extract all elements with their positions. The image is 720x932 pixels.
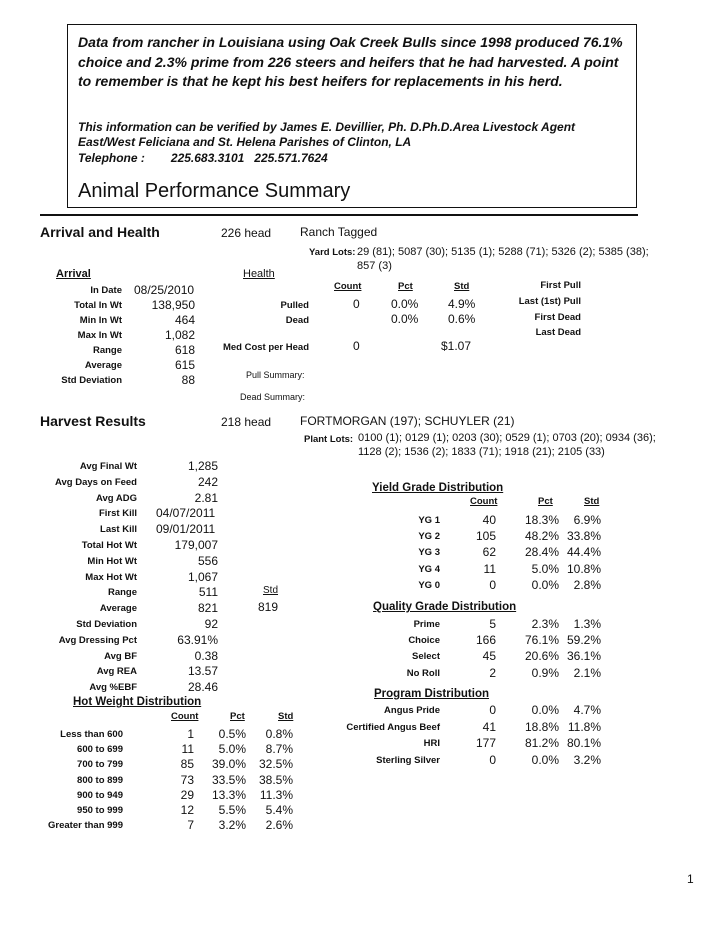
hot-weight-row-label: 800 to 899 [77,774,123,786]
quality-grade-row-std: 36.1% [566,649,601,664]
harvest-stat-value: 28.46 [187,680,218,695]
harvest-section-title: Harvest Results [40,413,146,429]
hot-weight-row-std: 5.4% [265,803,293,817]
program-row-label: Certified Angus Beef [346,721,440,733]
harvest-stat-label: Average [99,603,137,615]
hot-weight-row-pct: 5.5% [218,803,246,817]
harvest-stat-label: Avg Final Wt [79,461,137,472]
hot-weight-row-std: 8.7% [265,742,293,757]
hot-weight-row-std: 0.8% [265,727,293,741]
hot-weight-row-pct: 5.0% [218,742,246,757]
yard-lots-label: Yard Lots: [309,247,356,258]
program-row-label: Sterling Silver [376,754,440,766]
med-cost-label: Med Cost per Head [222,342,309,353]
arrival-stat-value: 88 [181,373,195,387]
quality-grade-row-count: 2 [489,665,496,680]
harvest-stat-label: Range [107,587,137,599]
harvest-stat-value: 556 [197,553,218,568]
hot-weight-row-count: 7 [187,818,194,833]
intro-headline: Data from rancher in Louisiana using Oak Creek Bulls since 1998 produced 76.1% choice and 2.3% prime from 226 steers and heifers that he had harvested. A point to remember is that he kept his best heifers for replacements in his herd. [78,34,623,89]
harvest-std-average: 819 [258,600,279,614]
plant-lots-line-1: 0100 (1); 0129 (1); 0203 (30); 0529 (1); 0703 (20); 0934 (36); [358,432,656,444]
med-cost-count: 0 [353,339,360,353]
hot-weight-row-label: Less than 600 [60,729,123,740]
arrival-head-count: 226 head [221,226,272,240]
program-title: Program Distribution [374,688,490,700]
quality-grade-row-count: 45 [482,649,496,664]
yield-col-std: Std [584,496,600,507]
quality-grade-row-count: 5 [489,617,496,631]
yield-grade-row-std: 10.8% [566,561,601,576]
harvest-stat-value: 0.38 [194,648,218,663]
yield-grade-row-label: YG 3 [418,547,440,559]
hot-weight-row-pct: 33.5% [211,772,246,787]
program-row-count: 0 [489,703,496,717]
yield-grade-row-std: 2.8% [573,577,601,592]
program-row-pct: 0.0% [531,752,559,767]
quality-grade-row-std: 2.1% [573,665,601,680]
hot-weight-row-count: 73 [180,772,194,787]
verification-note: This information can be verified by James E. Devillier, Ph. D.Ph.D.Area Livestock Agent East/West Feliciana and St. Helena Parishes of Clinton, LA [78,120,576,149]
arrival-stat-value: 464 [174,313,195,327]
yard-lots-line-2: 857 (3) [357,260,392,272]
quality-grade-row-std: 59.2% [566,633,601,648]
arrival-stat-value: 08/25/2010 [134,283,195,297]
hot-weight-row-count: 29 [180,787,194,802]
harvest-stat-value: 821 [197,601,218,616]
health-col-std: Std [454,281,470,292]
harvest-stat-value: 09/01/2011 [156,522,216,537]
phone-number-1: 225.683.3101 [170,151,245,165]
quality-grade-row-label: Choice [408,635,440,647]
quality-grade-row-label: Select [412,651,440,663]
program-row-std: 80.1% [566,736,601,751]
health-right-label: Last (1st) Pull [518,296,581,307]
health-row-label: Dead [285,315,309,326]
yield-grade-row-label: YG 1 [418,515,440,526]
hot-weight-row-count: 12 [180,803,194,817]
health-dead-pct: 0.0% [391,312,419,326]
quality-grade-title: Quality Grade Distribution [373,601,517,613]
hot-weight-row-label: 600 to 699 [77,744,123,756]
health-pulled-pct: 0.0% [391,297,419,311]
arrival-stat-label: Range [92,345,122,356]
arrival-stat-value: 618 [174,343,195,357]
program-row-std: 3.2% [573,752,601,767]
telephone-label: Telephone : [78,151,145,165]
program-row-count: 0 [489,752,496,767]
med-cost-value: $1.07 [441,339,472,353]
program-row-label: HRI [423,738,440,750]
hot-weight-row-std: 11.3% [259,787,293,802]
quality-grade-row-count: 166 [475,633,496,648]
program-row-std: 11.8% [567,719,601,734]
harvest-stat-label: Total Hot Wt [81,540,137,551]
quality-grade-row-label: Prime [413,619,440,630]
hot-weight-row-pct: 0.5% [218,727,246,741]
plant-lots-label: Plant Lots: [304,434,354,445]
health-row-label: Pulled [280,300,309,311]
hot-weight-row-pct: 39.0% [211,757,246,772]
program-row-pct: 81.2% [524,736,559,751]
phone-number-2: 225.571.7624 [254,151,328,165]
harvest-stat-label: Avg %EBF [89,682,137,694]
arrival-stat-label: Total In Wt [74,300,122,311]
harvest-stat-value: 511 [198,585,218,600]
hot-weight-col-pct: Pct [230,711,245,722]
yield-grade-row-label: YG 2 [418,531,440,543]
hot-weight-col-std: Std [278,711,294,722]
plant-lots-line-2: 1128 (2); 1536 (2); 1833 (71); 1918 (21); 2105 (33) [358,446,605,458]
quality-grade-row-label: No Roll [406,667,440,679]
health-right-label: Last Dead [535,327,581,338]
arrival-stat-label: Max In Wt [77,330,122,341]
yard-lots-line-1: 29 (81); 5087 (30); 5135 (1); 5288 (71); 5326 (2); 5385 (38); [357,246,649,258]
hot-weight-row-pct: 3.2% [218,818,246,833]
quality-grade-row-pct: 0.9% [531,665,559,680]
harvest-stat-label: Max Hot Wt [85,571,137,583]
health-heading: Health [243,268,275,280]
program-row-pct: 18.8% [524,719,559,734]
yield-col-count: Count [470,496,498,507]
yield-grade-row-count: 0 [489,577,496,592]
program-row-std: 4.7% [573,703,601,717]
hot-weight-row-label: 700 to 799 [77,759,123,771]
hot-weight-title: Hot Weight Distribution [73,696,202,708]
hot-weight-row-pct: 13.3% [211,787,246,802]
pull-summary-label: Pull Summary: [246,370,305,380]
quality-grade-row-std: 1.3% [573,617,601,631]
harvest-stat-label: Avg BF [104,650,137,662]
harvest-stat-value: 04/07/2011 [156,506,216,521]
harvest-head-count: 218 head [221,415,272,429]
health-pulled-std: 4.9% [448,297,476,311]
harvest-stat-label: First Kill [98,508,137,520]
hot-weight-row-count: 11 [181,742,194,757]
yield-grade-row-count: 40 [482,513,496,527]
arrival-stat-value: 615 [174,358,195,372]
tag-type: Ranch Tagged [300,225,378,239]
yield-grade-row-std: 33.8% [566,529,601,544]
harvest-stat-label: Last Kill [100,524,137,536]
health-dead-std: 0.6% [448,312,476,326]
harvest-std-heading: Std [263,585,279,596]
harvest-stat-label: Avg REA [96,666,137,678]
harvest-stat-value: 1,067 [187,569,218,584]
hot-weight-row-count: 85 [180,757,194,772]
yield-grade-row-pct: 28.4% [524,545,559,560]
divider-rule [40,214,638,216]
quality-grade-row-pct: 76.1% [524,633,559,648]
yield-grade-row-pct: 0.0% [531,577,559,592]
page-number: 1 [687,872,694,886]
harvest-stat-value: 63.91% [177,632,218,647]
yield-grade-row-std: 44.4% [566,545,601,560]
yield-grade-row-pct: 18.3% [524,513,559,527]
hot-weight-row-std: 32.5% [258,757,293,772]
yield-grade-title: Yield Grade Distribution [372,482,504,494]
harvest-stat-value: 242 [197,474,218,489]
arrival-stat-value: 1,082 [164,328,195,342]
health-col-pct: Pct [398,281,413,292]
hot-weight-row-std: 38.5% [258,772,293,787]
program-row-label: Angus Pride [384,705,440,716]
harvest-stat-value: 92 [204,617,218,631]
hot-weight-row-count: 1 [187,727,194,741]
report-title: Animal Performance Summary [78,180,351,202]
program-row-pct: 0.0% [531,703,559,717]
yield-grade-row-std: 6.9% [573,513,601,527]
dead-summary-label: Dead Summary: [240,392,306,402]
arrival-stat-label: In Date [90,285,122,296]
yield-grade-row-pct: 48.2% [524,529,559,544]
yield-grade-row-count: 62 [482,545,496,560]
yield-col-pct: Pct [538,496,553,507]
hot-weight-row-label: 950 to 999 [77,805,123,816]
harvest-stat-label: Std Deviation [76,619,137,630]
harvest-stat-value: 179,007 [174,538,218,552]
harvest-stat-value: 2.81 [194,490,218,505]
yield-grade-row-count: 105 [475,529,496,544]
health-right-label: First Pull [540,280,581,291]
hot-weight-col-count: Count [171,711,199,722]
yield-grade-row-count: 11 [483,561,496,576]
yield-grade-row-label: YG 0 [418,579,440,591]
arrival-stat-value: 138,950 [151,298,195,312]
quality-grade-row-pct: 20.6% [524,649,559,664]
arrival-stat-label: Average [84,360,122,371]
program-row-count: 177 [475,736,496,751]
hot-weight-row-label: Greater than 999 [48,820,123,832]
harvest-stat-value: 13.57 [187,664,218,679]
harvest-stat-label: Avg Days on Feed [54,476,137,488]
health-right-label: First Dead [534,312,581,323]
arrival-heading: Arrival [56,268,91,280]
harvest-stat-label: Avg Dressing Pct [58,634,137,646]
health-pulled-count: 0 [353,297,360,311]
harvest-stat-value: 1,285 [187,459,218,473]
harvest-stat-label: Avg ADG [96,492,137,504]
yield-grade-row-pct: 5.0% [531,561,559,576]
arrival-stat-label: Std Deviation [61,375,122,386]
harvest-plants: FORTMORGAN (197); SCHUYLER (21) [300,414,515,428]
yield-grade-row-label: YG 4 [418,563,440,575]
arrival-stat-label: Min In Wt [79,315,122,326]
arrival-section-title: Arrival and Health [40,224,160,240]
health-col-count: Count [334,281,362,292]
harvest-stat-label: Min Hot Wt [87,555,137,567]
quality-grade-row-pct: 2.3% [531,617,559,631]
hot-weight-row-label: 900 to 949 [77,789,123,801]
hot-weight-row-std: 2.6% [265,818,293,833]
telephone-line [78,151,328,165]
program-row-count: 41 [482,719,496,734]
